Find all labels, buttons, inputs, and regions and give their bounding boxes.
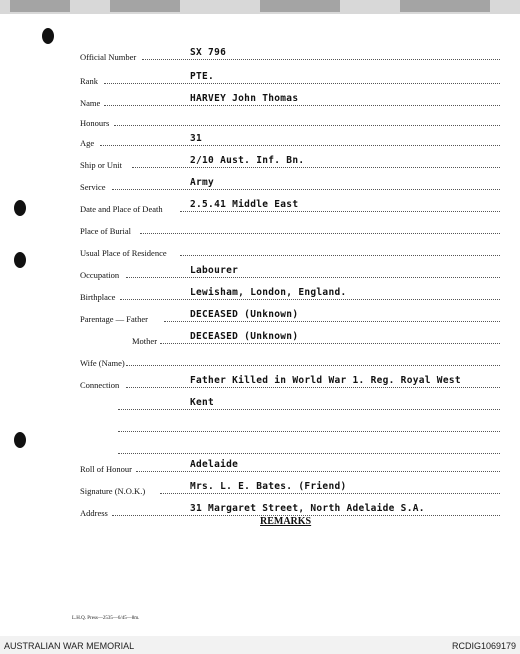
- field-label: Occupation: [80, 270, 120, 280]
- row-blank: [80, 436, 500, 456]
- row-name: [80, 88, 500, 108]
- field-value: 31 Margaret Street, North Adelaide S.A.: [190, 503, 425, 514]
- row-roll-of-honour: [80, 454, 500, 474]
- dotted-line: [126, 277, 500, 278]
- field-label: Address: [80, 508, 108, 518]
- field-value: 2/10 Aust. Inf. Bn.: [190, 155, 305, 166]
- dotted-line: [100, 145, 500, 146]
- field-label: Mother: [132, 336, 158, 346]
- field-label: Name: [80, 98, 101, 108]
- field-value: Army: [190, 177, 215, 188]
- dotted-line: [180, 255, 500, 256]
- row-rank: [80, 66, 500, 86]
- punch-hole: [14, 432, 26, 448]
- print-note: L.H.Q. Press—2535—6/45—8m.: [72, 616, 140, 621]
- field-label: Date and Place of Death: [80, 204, 163, 214]
- field-value: HARVEY John Thomas: [190, 93, 299, 104]
- row-age: [80, 128, 500, 148]
- dotted-line: [160, 493, 500, 494]
- row-connection: [80, 370, 500, 390]
- row-occupation: [80, 260, 500, 280]
- dotted-line: [132, 167, 500, 168]
- field-value: Adelaide: [190, 459, 239, 470]
- dotted-line: [164, 321, 500, 322]
- row-signature: [80, 476, 500, 496]
- row-official-number: [80, 42, 500, 62]
- punch-hole: [14, 200, 26, 216]
- row-service: [80, 172, 500, 192]
- dotted-line: [112, 189, 500, 190]
- field-label: Usual Place of Residence: [80, 248, 167, 258]
- field-value: DECEASED (Unknown): [190, 309, 299, 320]
- row-ship-or-unit: [80, 150, 500, 170]
- footer-right: RCDIG1069179: [451, 641, 516, 651]
- field-value: Labourer: [190, 265, 239, 276]
- dotted-line: [126, 365, 500, 366]
- field-label: Place of Burial: [80, 226, 131, 236]
- dotted-line: [104, 83, 500, 84]
- dotted-line: [114, 125, 500, 126]
- field-label: Birthplace: [80, 292, 116, 302]
- field-label: Connection: [80, 380, 120, 390]
- row-date-place-death: [80, 194, 500, 214]
- remarks-heading: REMARKS: [260, 516, 312, 527]
- row-usual-residence: [80, 238, 500, 258]
- field-value: SX 796: [190, 47, 227, 58]
- field-label: Ship or Unit: [80, 160, 123, 170]
- field-label: Rank: [80, 76, 98, 86]
- field-label: Roll of Honour: [80, 464, 132, 474]
- punch-hole: [42, 28, 54, 44]
- dotted-line: [180, 211, 500, 212]
- row-honours: [80, 108, 500, 128]
- scan-noise: [110, 0, 180, 12]
- field-value: 2.5.41 Middle East: [190, 199, 299, 210]
- row-parentage-father: [80, 304, 500, 324]
- field-value: Kent: [190, 397, 215, 408]
- field-value: Father Killed in World War 1. Reg. Royal West: [190, 375, 461, 386]
- footer-left: AUSTRALIAN WAR MEMORIAL: [4, 641, 135, 651]
- field-value: DECEASED (Unknown): [190, 331, 299, 342]
- field-label: Age: [80, 138, 95, 148]
- field-value: Lewisham, London, England.: [190, 287, 347, 298]
- row-wife: [80, 348, 500, 368]
- row-address: [80, 498, 500, 518]
- dotted-line: [104, 105, 500, 106]
- field-value: Mrs. L. E. Bates. (Friend): [190, 481, 347, 492]
- row-connection-cont: [80, 392, 500, 412]
- field-value: 31: [190, 133, 203, 144]
- dotted-line: [142, 59, 500, 60]
- punch-hole: [14, 252, 26, 268]
- field-label: Official Number: [80, 52, 137, 62]
- scan-noise: [400, 0, 490, 12]
- row-blank: [80, 414, 500, 434]
- field-label: Signature (N.O.K.): [80, 486, 146, 496]
- row-mother: [80, 326, 500, 346]
- field-value: PTE.: [190, 71, 215, 82]
- field-label: Parentage — Father: [80, 314, 148, 324]
- row-place-burial: [80, 216, 500, 236]
- dotted-line: [140, 233, 500, 234]
- dotted-line: [120, 299, 500, 300]
- dotted-line: [126, 387, 500, 388]
- field-label: Service: [80, 182, 106, 192]
- scan-noise: [260, 0, 340, 12]
- dotted-line: [136, 471, 500, 472]
- dotted-line: [160, 343, 500, 344]
- dotted-line: [118, 409, 500, 410]
- field-label: Honours: [80, 118, 110, 128]
- dotted-line: [118, 431, 500, 432]
- row-birthplace: [80, 282, 500, 302]
- scan-noise: [10, 0, 70, 12]
- field-label: Wife (Name): [80, 358, 125, 368]
